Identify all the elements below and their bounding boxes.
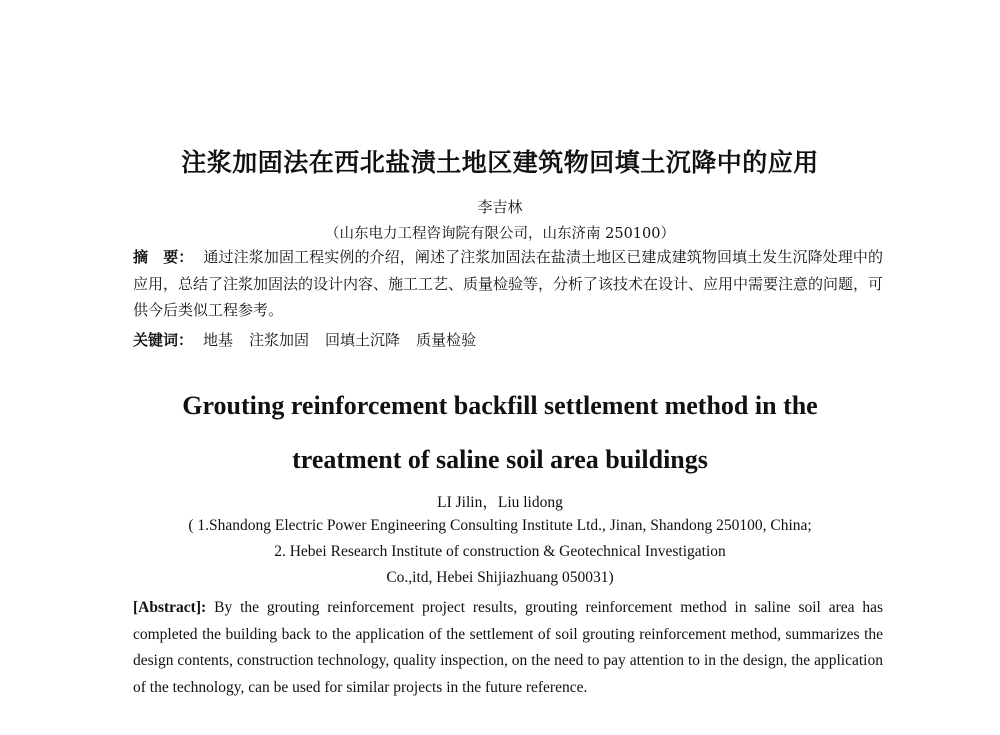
- chinese-author: 李吉林: [477, 198, 523, 216]
- chinese-abstract-text: 通过注浆加固工程实例的介绍，阐述了注浆加固法在盐渍土地区已建成建筑物回填土发生沉降处理中的应用，总结了注浆加固法的设计内容、施工工艺、质量检验等，分析了该技术在设计、应用中需要注意的问题，可供今后类似工程参考。: [133, 248, 884, 319]
- english-authors: LI Jilin，Liu lidong: [437, 494, 563, 511]
- english-affiliation-line-2: 2. Hebei Research Institute of construction & Geotechnical Investigation: [274, 543, 726, 560]
- chinese-keywords: [133, 327, 883, 354]
- english-affiliation-line-3: Co.,itd, Hebei Shijiazhuang 050031): [386, 569, 614, 586]
- english-title-line-2: treatment of saline soil area buildings: [292, 445, 708, 474]
- keyword: 回填土沉降: [325, 331, 401, 349]
- keyword: 注浆加固: [249, 331, 310, 349]
- english-affiliation-line-1: ( 1.Shandong Electric Power Engineering Consulting Institute Ltd., Jinan, Shandong 250100, China;: [188, 517, 812, 534]
- english-abstract-label: [Abstract]:: [133, 599, 207, 616]
- english-abstract: [133, 595, 883, 701]
- keyword: 质量检验: [416, 331, 477, 349]
- english-title-line-1: Grouting reinforcement backfill settlement method in the: [182, 391, 818, 420]
- english-abstract-text: By the grouting reinforcement project results, grouting reinforcement method in saline soil area has completed the building back to the application of the settlement of soil grouting reinforcement method, summarizes the design contents, construction technology, quality inspection, on the need to pay attention to in the design, the application of the technology, can be used for similar projects in the future reference.: [133, 599, 883, 696]
- chinese-affiliation: （山东电力工程咨询院有限公司，山东济南 250100）: [325, 226, 675, 242]
- chinese-abstract: [133, 244, 883, 324]
- chinese-abstract-label: 摘 要：: [133, 248, 194, 266]
- keyword: 地基: [203, 331, 234, 349]
- chinese-title: 注浆加固法在西北盐渍土地区建筑物回填土沉降中的应用: [181, 148, 819, 177]
- chinese-keywords-label: 关键词：: [133, 331, 194, 349]
